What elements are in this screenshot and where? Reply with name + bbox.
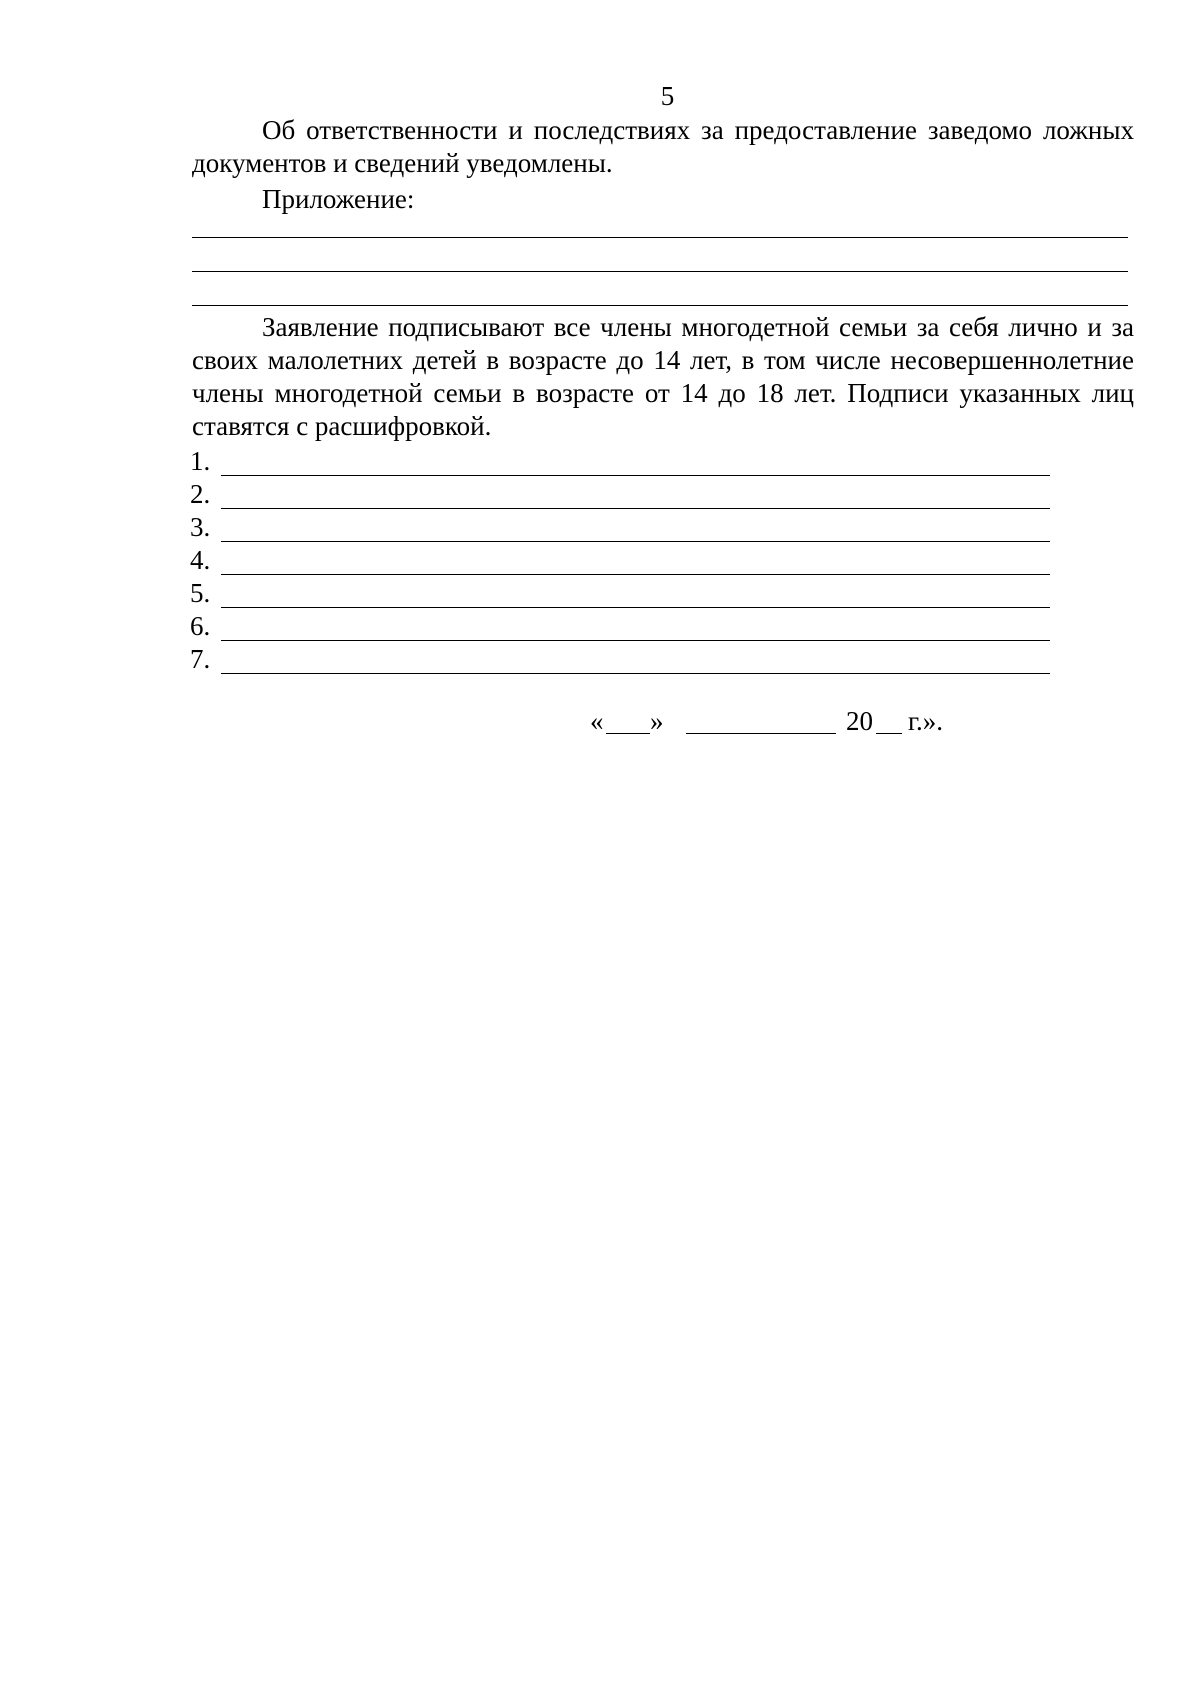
signature-line[interactable]: [221, 574, 1050, 575]
signature-line[interactable]: [221, 640, 1050, 641]
date-line: [590, 704, 970, 738]
month-blank[interactable]: [686, 733, 836, 734]
day-blank[interactable]: [606, 733, 650, 734]
appendix-blank-line[interactable]: [192, 271, 1128, 272]
year-prefix: 20: [846, 706, 873, 736]
date-open-quote: «: [590, 706, 604, 736]
signature-line[interactable]: [221, 607, 1050, 608]
signature-row[interactable]: [190, 610, 1050, 643]
signature-row[interactable]: [190, 511, 1050, 544]
signature-row[interactable]: [190, 445, 1050, 478]
appendix-label: Приложение:: [262, 184, 415, 214]
year-blank[interactable]: [876, 733, 902, 734]
date-close-quote: »: [650, 706, 664, 736]
signature-number: 7.: [190, 644, 211, 674]
date-suffix: г.».: [908, 706, 944, 736]
signature-row[interactable]: [190, 643, 1050, 676]
signature-line[interactable]: [221, 541, 1050, 542]
signing-instructions-paragraph: Заявление подписывают все члены многодетной семьи за себя лично и за своих малолетних детей в возрасте до 14 лет, в том числе несовершеннолетние члены многодетной семьи в возрасте от 14 до 18 лет. Подписи указанных лиц ставятся с расшифровкой.: [192, 312, 1134, 441]
signature-number: 6.: [190, 611, 211, 641]
signature-line[interactable]: [221, 475, 1050, 476]
appendix-blank-line[interactable]: [192, 237, 1128, 238]
signature-number: 2.: [190, 479, 211, 509]
signature-number: 1.: [190, 446, 211, 476]
signature-number: 3.: [190, 512, 211, 542]
signature-line[interactable]: [221, 508, 1050, 509]
appendix-blank-line[interactable]: [192, 305, 1128, 306]
responsibility-paragraph: Об ответственности и последствиях за предоставление заведомо ложных документов и сведений уведомлены.: [192, 115, 1134, 178]
signature-number: 4.: [190, 545, 211, 575]
signature-row[interactable]: [190, 478, 1050, 511]
page-number: 5: [660, 81, 675, 111]
signature-line[interactable]: [221, 673, 1050, 674]
signature-row[interactable]: [190, 577, 1050, 610]
signature-number: 5.: [190, 578, 211, 608]
signature-row[interactable]: [190, 544, 1050, 577]
